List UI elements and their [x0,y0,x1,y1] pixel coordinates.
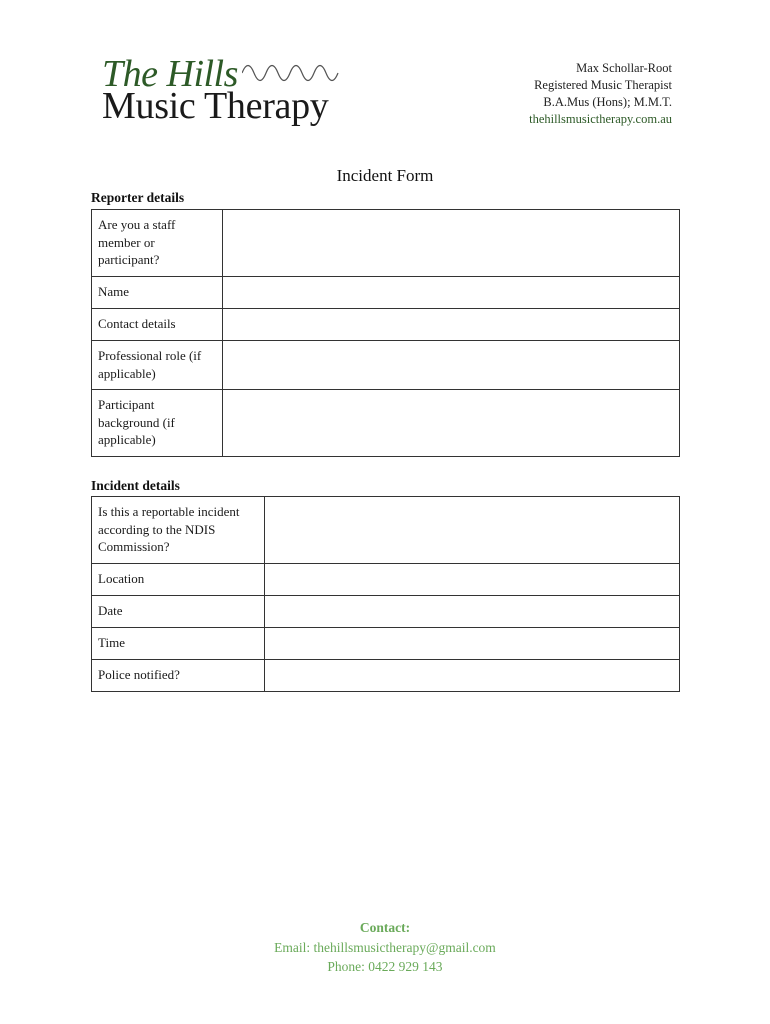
reporter-details-table [91,209,680,457]
logo-line1: The Hills [102,53,238,95]
field-label: Date [92,596,265,628]
field-label: Name [92,277,223,309]
logo [100,54,360,134]
logo-line2: Music Therapy [102,85,329,127]
footer-email: Email: thehillsmusictherapy@gmail.com [274,939,496,955]
table-row [92,210,680,277]
table-row [92,341,680,390]
contact-details-field[interactable] [223,309,680,341]
form-title: Incident Form [336,166,434,185]
table-row [92,628,680,660]
date-field[interactable] [265,596,680,628]
footer-phone: Phone: 0422 929 143 [327,959,443,974]
contact-website: thehillsmusictherapy.com.au [529,112,672,126]
field-label: Participant background (if applicable) [92,390,223,457]
field-label: Are you a staff member or participant? [92,210,223,277]
police-notified-field[interactable] [265,660,680,692]
reporter-details-heading: Reporter details [91,190,185,205]
footer-contact [0,918,770,977]
incident-details-heading: Incident details [91,478,180,493]
contact-title: Registered Music Therapist [534,78,672,92]
field-label: Location [92,564,265,596]
location-field[interactable] [265,564,680,596]
reportable-incident-field[interactable] [265,497,680,564]
field-label: Professional role (if applicable) [92,341,223,390]
header-contact-block [529,60,672,128]
time-field[interactable] [265,628,680,660]
name-field[interactable] [223,277,680,309]
table-row [92,660,680,692]
staff-or-participant-field[interactable] [223,210,680,277]
participant-background-field[interactable] [223,390,680,457]
table-row [92,497,680,564]
table-row [92,309,680,341]
incident-details-table [91,496,680,692]
field-label: Is this a reportable incident according to the NDIS Commission? [92,497,265,564]
field-label: Contact details [92,309,223,341]
contact-name: Max Schollar-Root [576,61,672,75]
table-row [92,564,680,596]
professional-role-field[interactable] [223,341,680,390]
table-row [92,390,680,457]
field-label: Police notified? [92,660,265,692]
wave-icon [242,58,342,88]
field-label: Time [92,628,265,660]
table-row [92,277,680,309]
table-row [92,596,680,628]
footer-contact-label: Contact: [359,920,411,935]
contact-qualifications: B.A.Mus (Hons); M.M.T. [543,95,672,109]
